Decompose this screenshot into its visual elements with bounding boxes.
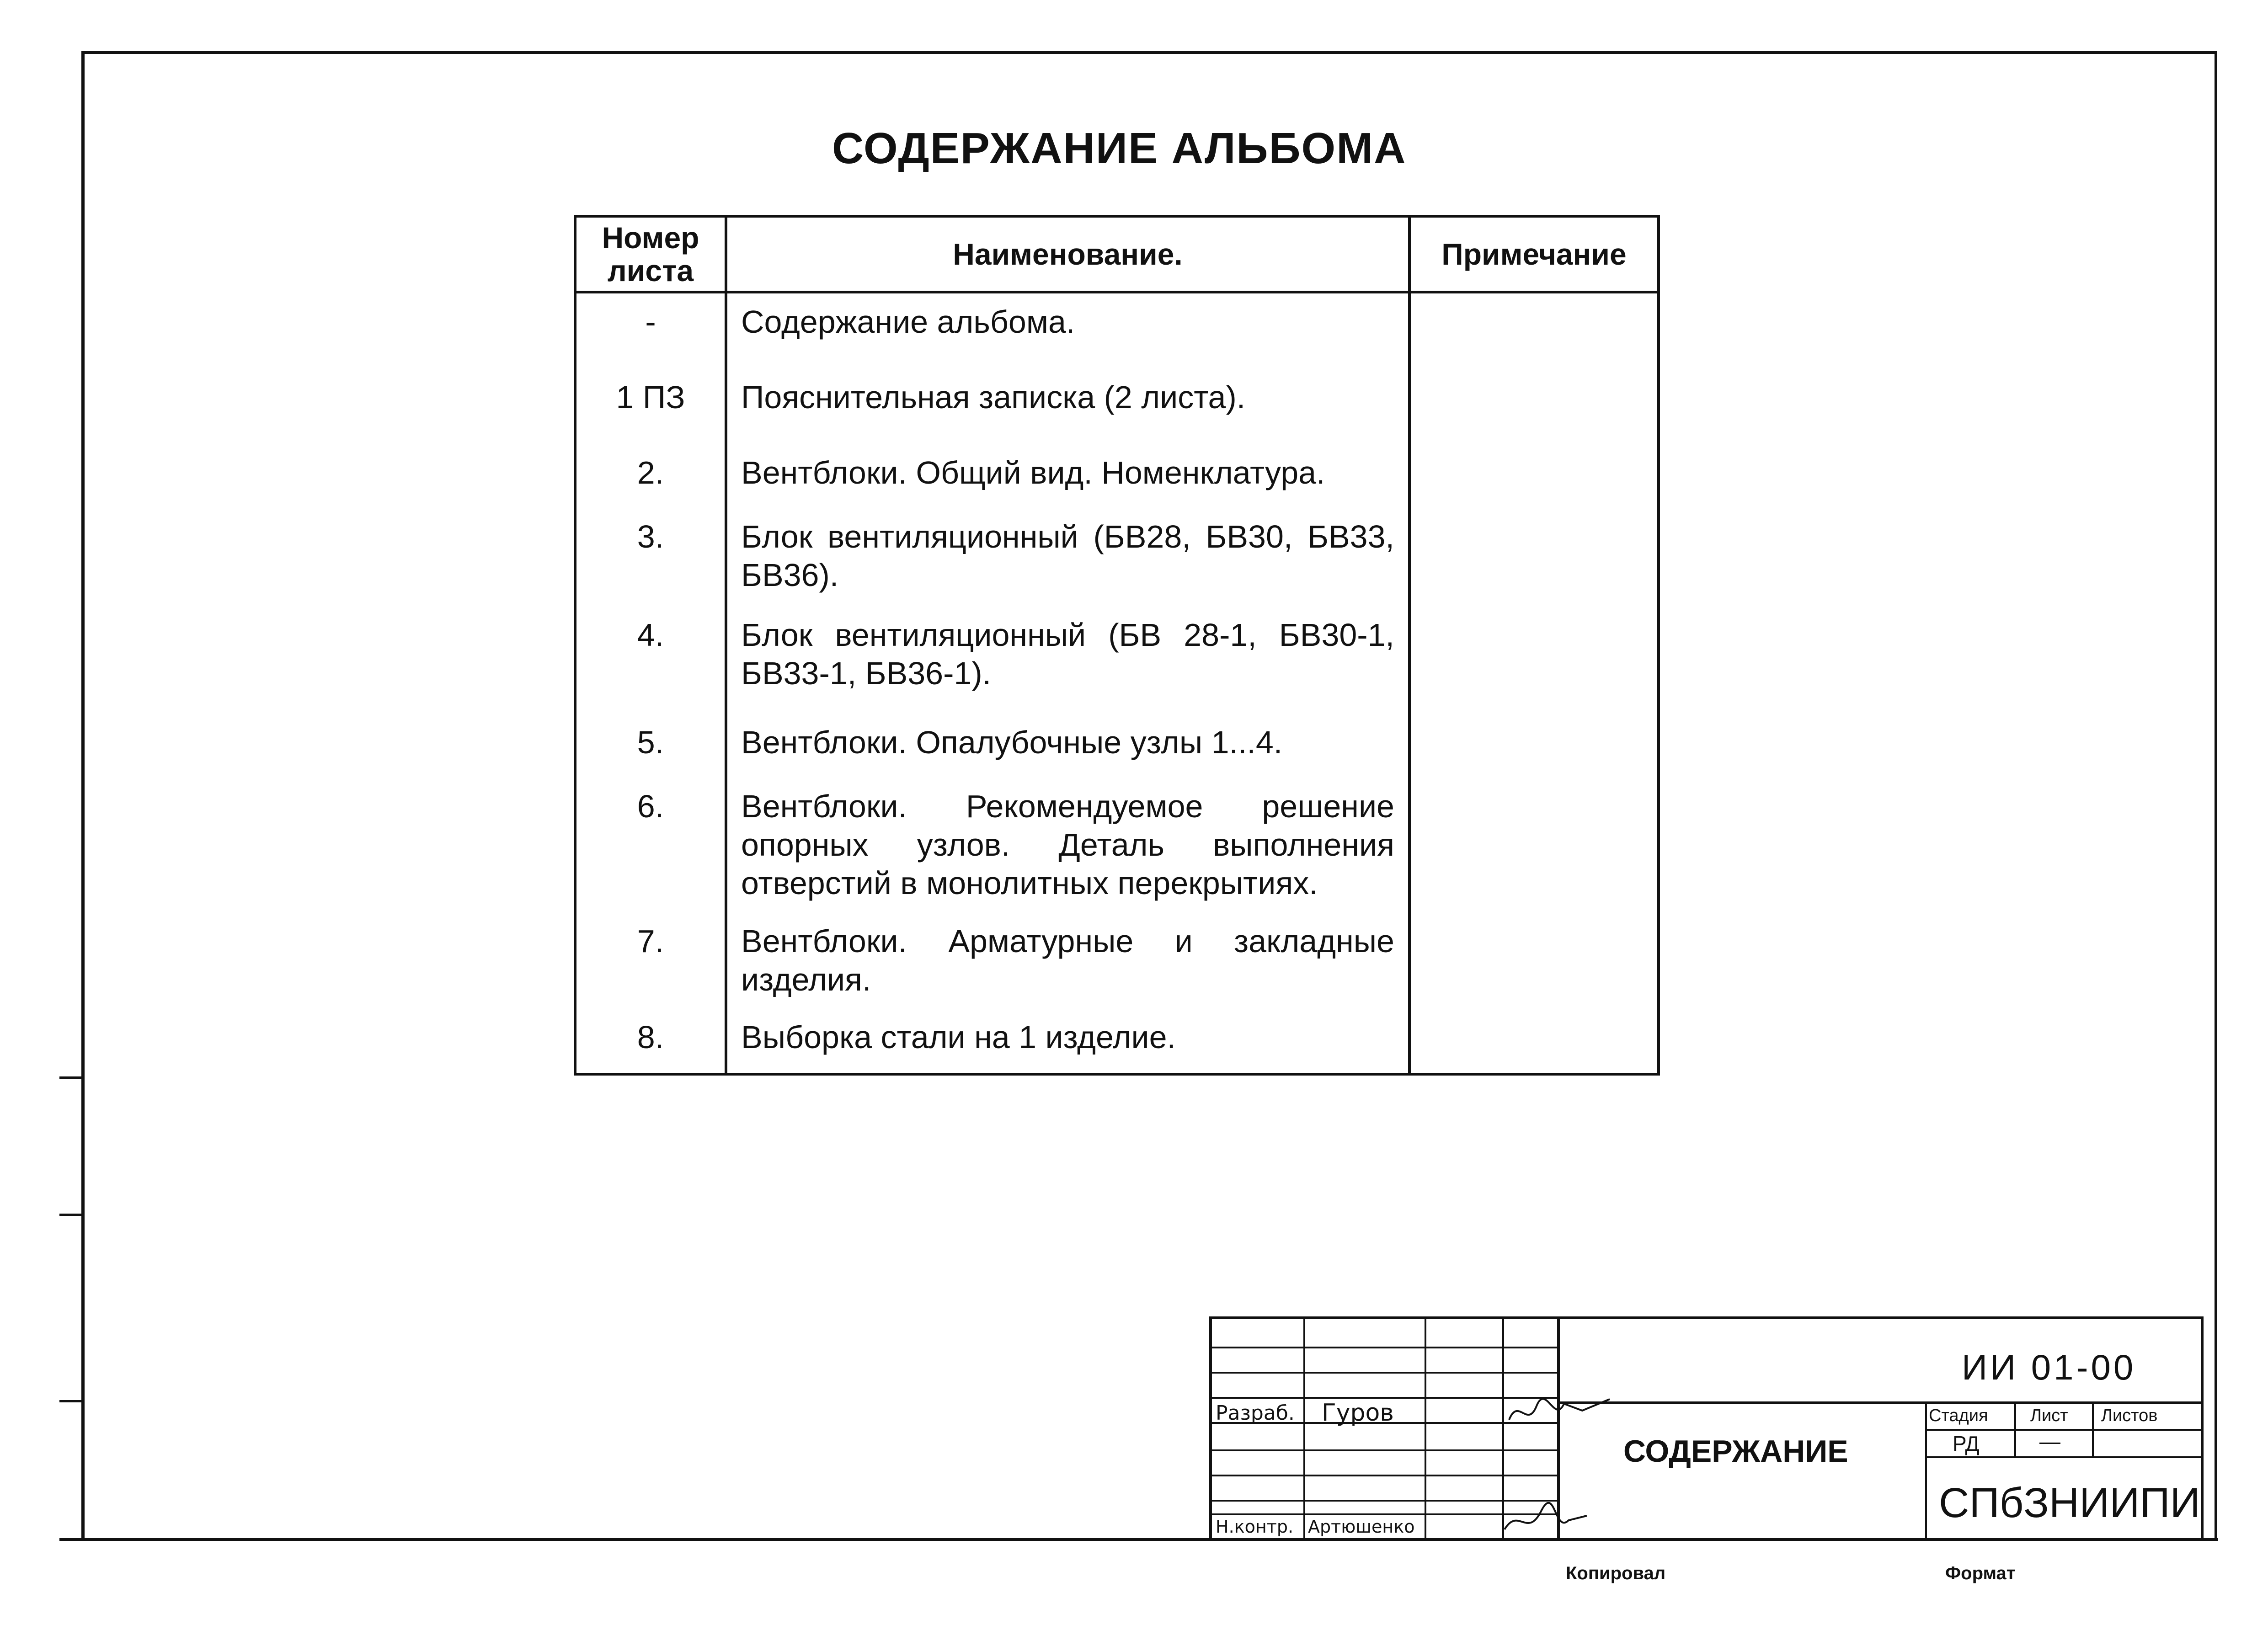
- row-number: -: [575, 292, 726, 369]
- row-name: Содержание альбома.: [726, 292, 1409, 369]
- row-note: [1409, 444, 1659, 508]
- row-number: 6.: [575, 778, 726, 913]
- sheet-value: —: [2039, 1429, 2060, 1453]
- table-row: [575, 778, 1659, 913]
- table-row: [575, 714, 1659, 778]
- contents-table: [574, 215, 1660, 1076]
- title-block: [1209, 1316, 2204, 1540]
- table-row: [575, 369, 1659, 444]
- table-header-row: [575, 216, 1659, 292]
- row-name: Вентблоки. Рекомендуемое решение опорных узлов. Деталь выполнения отверстий в монолитных перекрытиях.: [726, 778, 1409, 913]
- row-number: 8.: [575, 1009, 726, 1074]
- footer-copied: Копировал: [1566, 1563, 1666, 1583]
- row-note: [1409, 607, 1659, 714]
- row-note: [1409, 714, 1659, 778]
- table-row: [575, 1009, 1659, 1074]
- table-row: [575, 508, 1659, 607]
- row-name: Блок вентиляционный (БВ28, БВ30, БВ33, БВ36).: [726, 508, 1409, 607]
- row-number: 5.: [575, 714, 726, 778]
- document-code: ИИ 01-00: [1962, 1347, 2136, 1387]
- document-name: СОДЕРЖАНИЕ: [1623, 1434, 1848, 1469]
- row-note: [1409, 778, 1659, 913]
- sheets-label: Листов: [2101, 1406, 2158, 1425]
- stage-label: Стадия: [1929, 1406, 1988, 1425]
- row-name: Вентблоки. Арматурные и закладные изделия.: [726, 913, 1409, 1009]
- row-name: Вентблоки. Общий вид. Номенклатура.: [726, 444, 1409, 508]
- row-note: [1409, 1009, 1659, 1074]
- row-name: Блок вентиляционный (БВ 28-1, БВ30-1, БВ33-1, БВ36-1).: [726, 607, 1409, 714]
- row-number: 4.: [575, 607, 726, 714]
- row-name: Пояснительная записка (2 листа).: [726, 369, 1409, 444]
- row-number: 2.: [575, 444, 726, 508]
- page-title: СОДЕРЖАНИЕ АЛЬБОМА: [832, 124, 1407, 173]
- row-note: [1409, 913, 1659, 1009]
- table-row: [575, 607, 1659, 714]
- control-signature: [1500, 1502, 1591, 1541]
- row-note: [1409, 508, 1659, 607]
- table-row: [575, 913, 1659, 1009]
- header-sheet-number: Номер листа: [575, 216, 726, 292]
- sheet-label: Лист: [2030, 1406, 2068, 1425]
- row-note: [1409, 292, 1659, 369]
- developer-signature: [1505, 1392, 1619, 1433]
- control-label: Н.контр.: [1216, 1517, 1294, 1537]
- row-number: 7.: [575, 913, 726, 1009]
- margin-tick: [59, 1214, 83, 1216]
- table-row: [575, 444, 1659, 508]
- stage-value: РД: [1953, 1432, 1980, 1455]
- control-name: Артюшенко: [1308, 1517, 1415, 1537]
- header-note: Примечание: [1409, 216, 1659, 292]
- margin-tick: [59, 1400, 83, 1402]
- row-note: [1409, 369, 1659, 444]
- margin-tick: [59, 1076, 83, 1079]
- developer-label: Разраб.: [1216, 1401, 1295, 1425]
- developer-name: Гуров: [1322, 1399, 1394, 1427]
- footer-format: Формат: [1945, 1563, 2016, 1583]
- organization-name: СПбЗНИИПИ: [1939, 1480, 2200, 1526]
- row-name: Вентблоки. Опалубочные узлы 1...4.: [726, 714, 1409, 778]
- header-name: Наименование.: [726, 216, 1409, 292]
- row-name: Выборка стали на 1 изделие.: [726, 1009, 1409, 1074]
- table-row: [575, 292, 1659, 369]
- row-number: 1 ПЗ: [575, 369, 726, 444]
- row-number: 3.: [575, 508, 726, 607]
